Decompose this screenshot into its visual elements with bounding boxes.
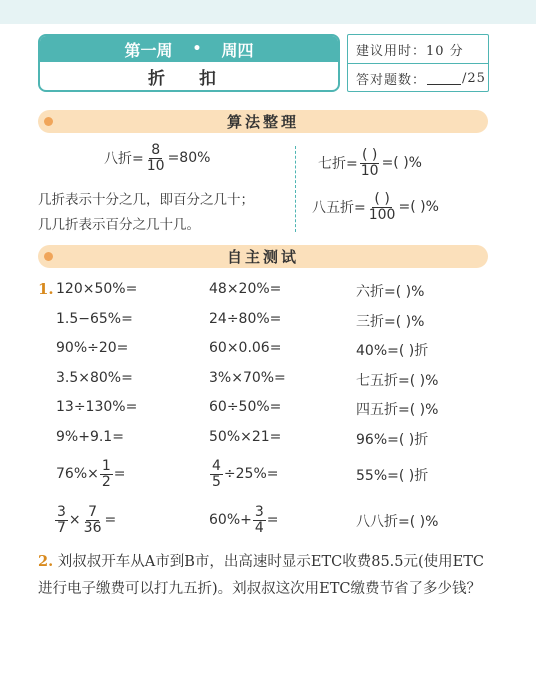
- calc-r1-c1[interactable]: 120×50%=: [56, 281, 138, 297]
- question-2-number: 2.: [38, 553, 54, 570]
- ex2-num[interactable]: ( ): [361, 147, 378, 163]
- score-label: 答对题数：: [356, 72, 427, 88]
- calc-r8-c2[interactable]: [209, 500, 279, 540]
- section-title: 自主测试: [226, 248, 299, 266]
- title-box: [38, 34, 340, 92]
- r7c1-fraction: [100, 459, 113, 489]
- r8c2-pre: 60%+: [209, 512, 252, 528]
- r7c2-fraction: [210, 459, 223, 489]
- question-1-number: 1.: [38, 280, 54, 298]
- calc-r6-c2[interactable]: 50%×21=: [209, 428, 282, 445]
- ex3-den: 100: [368, 206, 396, 223]
- r8c1-num2: 7: [88, 503, 98, 520]
- section-dot-icon: [44, 117, 53, 126]
- suggested-time-text: 建议用时：10 分: [356, 43, 464, 59]
- question-2-text: 刘叔叔开车从A市到B市，出高速时显示ETC收费85.5元(使用ETC进行电子缴费可以打九五折)。刘叔叔这次用ETC缴费节省了多少钱？: [38, 554, 485, 597]
- calc-r4-c1[interactable]: 3.5×80%=: [56, 369, 133, 386]
- example-den: 10: [146, 157, 165, 174]
- score-row: [348, 63, 488, 92]
- r7c1-den: 2: [101, 473, 111, 490]
- calc-r1-c2[interactable]: 48×20%=: [209, 281, 282, 297]
- calc-r6-c1[interactable]: 9%+9.1=: [56, 428, 124, 445]
- calc-r3-c2[interactable]: 60×0.06=: [209, 340, 282, 356]
- ex3-left: 八五折=: [312, 200, 366, 217]
- calc-r2-c2[interactable]: 24÷80%=: [209, 310, 282, 327]
- ex2-left: 七折=: [318, 156, 358, 173]
- r8c2-fraction: [253, 505, 266, 535]
- calc-r5-c1[interactable]: 13÷130%=: [56, 399, 138, 415]
- r7c1-num: 1: [101, 457, 111, 474]
- calc-r8-c3[interactable]: 八八折=( )%: [356, 514, 439, 530]
- example-left: 八折=: [104, 151, 144, 168]
- r7c2-den: 5: [212, 473, 221, 490]
- r8c1-post: =: [104, 512, 117, 528]
- week-label: 第一周: [124, 40, 173, 60]
- calc-r2-c1[interactable]: 1.5−65%=: [56, 310, 133, 327]
- section-dot-icon: [44, 252, 53, 261]
- calc-r8-c1[interactable]: [54, 500, 116, 540]
- example-num: 8: [151, 142, 161, 158]
- ex3-num[interactable]: ( ): [374, 191, 390, 207]
- r7c1-post: =: [113, 466, 126, 482]
- r7c2-num: 4: [212, 457, 221, 474]
- r8c1-op: ×: [68, 512, 81, 528]
- note-line-1: 几折表示十分之几，即百分之几十；: [38, 192, 254, 208]
- section-self-test-header: [38, 245, 488, 268]
- r8c1-fraction-a: [55, 505, 68, 535]
- r8c1-den1: 7: [57, 519, 66, 536]
- calc-r3-c1[interactable]: 90%÷20=: [56, 340, 129, 356]
- ex2-fraction: [359, 148, 381, 178]
- example-seven-discount: [318, 148, 422, 178]
- calc-r7-c1[interactable]: [56, 455, 126, 493]
- section-algorithm-header: [38, 110, 488, 133]
- info-box: [347, 34, 489, 92]
- score-blank[interactable]: [427, 72, 461, 85]
- ex3-right[interactable]: =( )%: [398, 199, 439, 216]
- calc-r5-c2[interactable]: 60÷50%=: [209, 399, 282, 415]
- r8c2-num: 3: [254, 503, 264, 520]
- ex2-right[interactable]: =( )%: [381, 155, 422, 172]
- calc-r3-c3[interactable]: 40%=( )折: [356, 343, 429, 359]
- calc-r7-c3[interactable]: 55%=( )折: [356, 468, 429, 484]
- calc-r7-c2[interactable]: [209, 455, 279, 493]
- example-fraction: [145, 143, 167, 173]
- top-band: [0, 0, 536, 24]
- title-bar: [40, 36, 338, 62]
- separator-dot: •: [192, 41, 202, 57]
- example-eight-discount: [104, 143, 210, 173]
- r8c2-den: 4: [254, 519, 264, 536]
- r8c1-den2: 36: [83, 519, 102, 536]
- suggested-time: [348, 35, 488, 63]
- example-eighty-five-discount: [312, 192, 439, 222]
- question-2: [38, 548, 498, 603]
- example-right: =80%: [167, 150, 211, 167]
- r8c1-num1: 3: [57, 503, 66, 520]
- ex3-fraction: [367, 192, 398, 222]
- calc-r2-c3[interactable]: 三折=( )%: [356, 313, 425, 330]
- calc-r6-c3[interactable]: 96%=( )折: [356, 431, 429, 448]
- dashed-divider: [295, 146, 296, 232]
- r7c2-post: ÷25%=: [223, 466, 279, 482]
- calc-r1-c3[interactable]: 六折=( )%: [356, 284, 425, 300]
- note-line-2: 几几折表示百分之几十几。: [38, 217, 200, 233]
- score-total: /25: [462, 70, 486, 86]
- calc-r4-c3[interactable]: 七五折=( )%: [356, 372, 439, 389]
- r8c2-post: =: [266, 512, 279, 528]
- section-title: 算法整理: [226, 113, 299, 131]
- r8c1-fraction-b: [82, 505, 104, 535]
- lesson-title: 折 扣: [148, 68, 230, 89]
- r7c1-pre: 76%×: [56, 466, 99, 482]
- calc-r4-c2[interactable]: 3%×70%=: [209, 369, 286, 386]
- calc-r5-c3[interactable]: 四五折=( )%: [356, 402, 439, 418]
- day-label: 周四: [221, 40, 254, 60]
- ex2-den: 10: [360, 162, 379, 179]
